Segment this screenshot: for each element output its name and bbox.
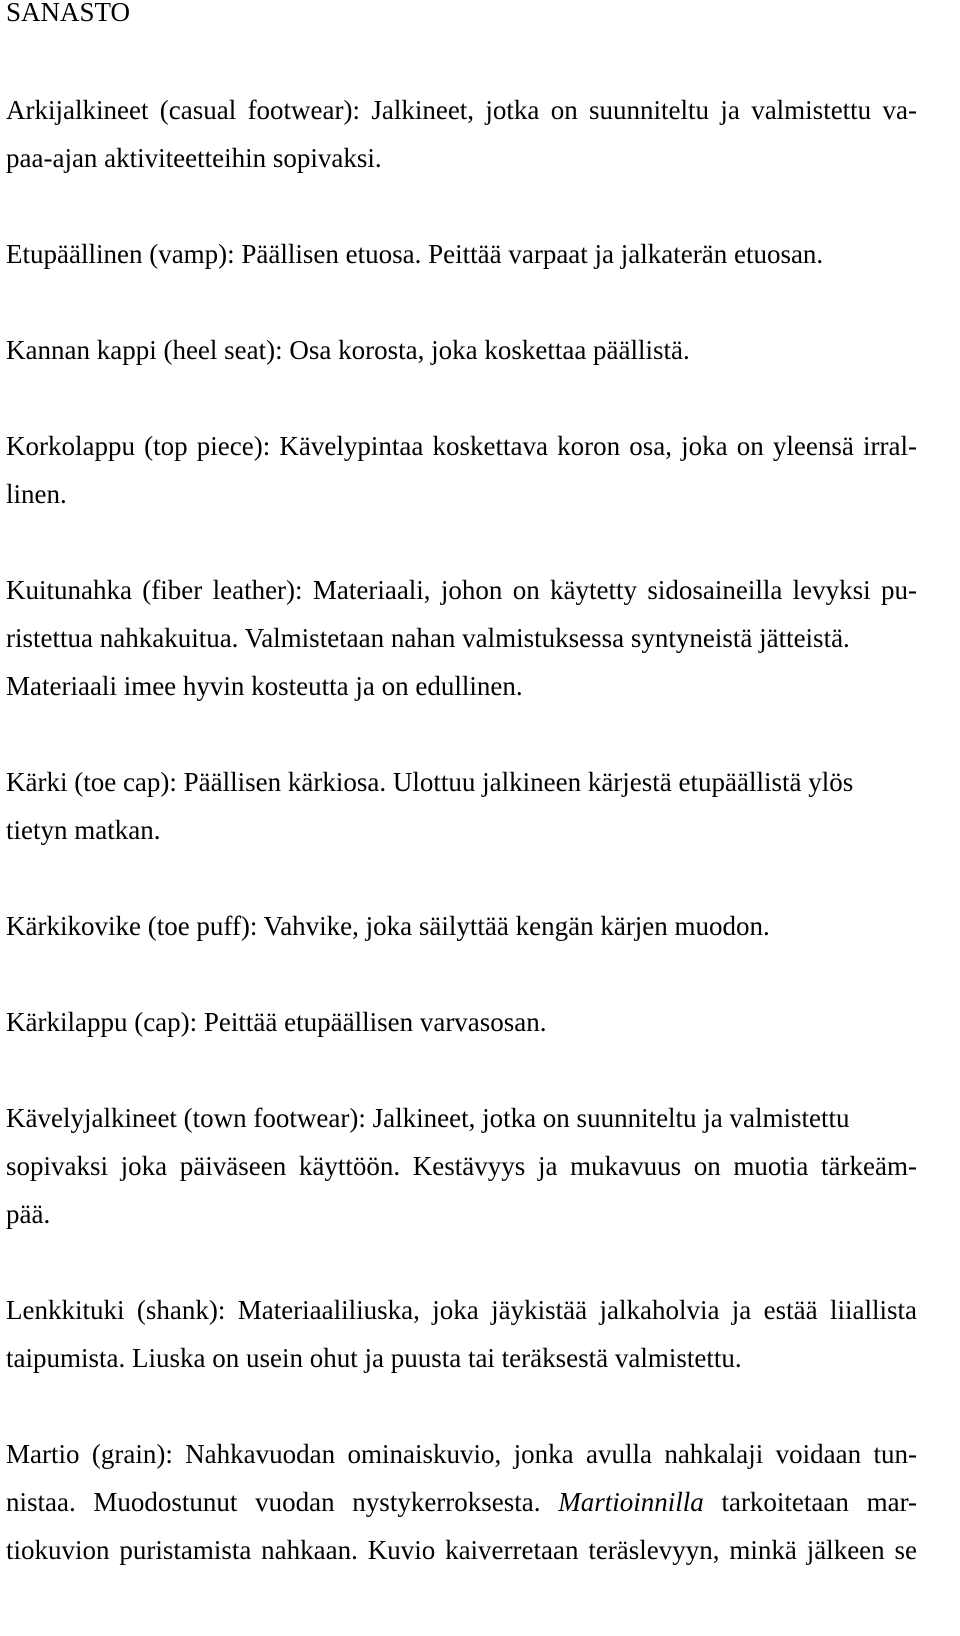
- entry-lenkkituki-line-2: taipumista. Liuska on usein ohut ja puusta tai teräksestä valmistettu.: [6, 1343, 742, 1373]
- entry-martio-line-2-end: tarkoitetaan mar-: [721, 1487, 918, 1517]
- entry-kavelyjalkineet-line-1: Kävelyjalkineet (town footwear): Jalkineet, jotka on suunniteltu ja valmistettu: [6, 1103, 850, 1133]
- entry-karki-line-1: Kärki (toe cap): Päällisen kärkiosa. Ulottuu jalkineen kärjestä etupäällistä ylös: [6, 767, 854, 797]
- entry-etupaallinen: Etupäällinen (vamp): Päällisen etuosa. Peittää varpaat ja jalkaterän etuosan.: [6, 239, 824, 269]
- entry-martio-line-1: Martio (grain): Nahkavuodan ominaiskuvio, jonka avulla nahkalaji voidaan tun-: [6, 1439, 917, 1469]
- entry-arkijalkineet-line-1: Arkijalkineet (casual footwear): Jalkineet, jotka on suunniteltu ja valmistettu va-: [6, 95, 917, 125]
- entry-korkolappu-line-1: Korkolappu (top piece): Kävelypintaa koskettava koron osa, joka on yleensä irral-: [6, 431, 917, 461]
- entry-arkijalkineet-line-2: paa-ajan aktiviteetteihin sopivaksi.: [6, 143, 382, 173]
- entry-karkikovike: Kärkikovike (toe puff): Vahvike, joka säilyttää kengän kärjen muodon.: [6, 911, 770, 941]
- page-title: SANASTO: [6, 0, 131, 27]
- entry-kuitunahka-line-3: Materiaali imee hyvin kosteutta ja on edullinen.: [6, 671, 523, 701]
- entry-kuitunahka-line-2: ristettua nahkakuitua. Valmistetaan nahan valmistuksessa syntyneistä jätteistä.: [6, 623, 850, 653]
- entry-martio-line-2: [6, 1482, 917, 1522]
- entry-karkilappu: Kärkilappu (cap): Peittää etupäällisen varvasosan.: [6, 1007, 547, 1037]
- entry-korkolappu-line-2: linen.: [6, 479, 67, 509]
- entry-martio-line-3: tiokuvion puristamista nahkaan. Kuvio kaiverretaan teräslevyyn, minkä jälkeen se: [6, 1535, 917, 1565]
- entry-martio-line-2-start: nistaa. Muodostunut vuodan nystykerroksesta.: [6, 1487, 541, 1517]
- entry-karki-line-2: tietyn matkan.: [6, 815, 161, 845]
- entry-kuitunahka-line-1: Kuitunahka (fiber leather): Materiaali, johon on käytetty sidosaineilla levyksi pu-: [6, 575, 917, 605]
- entry-lenkkituki-line-1: Lenkkituki (shank): Materiaaliliuska, joka jäykistää jalkaholvia ja estää liiallista: [6, 1295, 917, 1325]
- entry-kavelyjalkineet-line-3: pää.: [6, 1199, 51, 1229]
- italic-term-martioinnilla: Martioinnilla: [558, 1487, 704, 1517]
- entry-kavelyjalkineet-line-2: sopivaksi joka päiväseen käyttöön. Kestävyys ja mukavuus on muotia tärkeäm-: [6, 1151, 917, 1181]
- entry-kannan-kappi: Kannan kappi (heel seat): Osa korosta, joka koskettaa päällistä.: [6, 335, 690, 365]
